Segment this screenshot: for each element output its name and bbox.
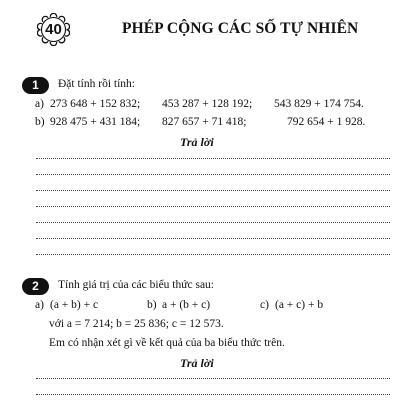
exercise-1-instruction: Đặt tính rồi tính: <box>58 78 135 90</box>
exercise-2-a-label: a) <box>35 299 44 311</box>
exercise-2-condition: với a = 7 214; b = 25 836; c = 12 573. <box>49 318 224 330</box>
lesson-number: 40 <box>45 21 62 38</box>
answer-line <box>36 238 390 239</box>
exercise-1-a-item-3: 543 829 + 174 754. <box>274 98 364 110</box>
exercise-2-badge: 2 <box>22 278 49 295</box>
exercise-1-a-item-1: 273 648 + 152 832; <box>50 98 141 110</box>
answer-line <box>36 206 390 207</box>
exercise-1-row-b-label: b) <box>35 116 45 128</box>
exercise-2-answer-heading: Trả lời <box>180 356 214 370</box>
exercise-1-b-item-3: 792 654 + 1 928. <box>287 116 366 128</box>
exercise-2-c-expression: (a + c) + b <box>275 299 324 311</box>
exercise-1-a-item-2: 453 287 + 128 192; <box>162 98 253 110</box>
answer-line <box>36 222 390 223</box>
exercise-2-question: Em có nhận xét gì về kết quả của ba biểu thức trên. <box>49 337 285 349</box>
answer-line <box>36 378 390 379</box>
exercise-1-answer-heading: Trả lời <box>180 135 214 149</box>
exercise-1-b-item-2: 827 657 + 71 418; <box>162 116 247 128</box>
answer-line <box>36 174 390 175</box>
answer-line <box>36 254 390 255</box>
exercise-1-row-a-label: a) <box>35 98 44 110</box>
answer-line <box>36 158 390 159</box>
exercise-2-c-label: c) <box>260 299 269 311</box>
exercise-1-badge: 1 <box>22 77 49 94</box>
exercise-2-instruction: Tính giá trị của các biểu thức sau: <box>58 279 214 291</box>
exercise-2-b-expression: a + (b + c) <box>162 299 211 311</box>
exercise-1-b-item-1: 928 475 + 431 184; <box>50 116 141 128</box>
exercise-2-a-expression: (a + b) + c <box>50 299 99 311</box>
lesson-title: PHÉP CỘNG CÁC SỐ TỰ NHIÊN <box>122 20 359 37</box>
lesson-number-badge <box>37 13 70 46</box>
answer-line <box>36 190 390 191</box>
exercise-2-b-label: b) <box>147 299 157 311</box>
answer-line <box>36 394 390 395</box>
